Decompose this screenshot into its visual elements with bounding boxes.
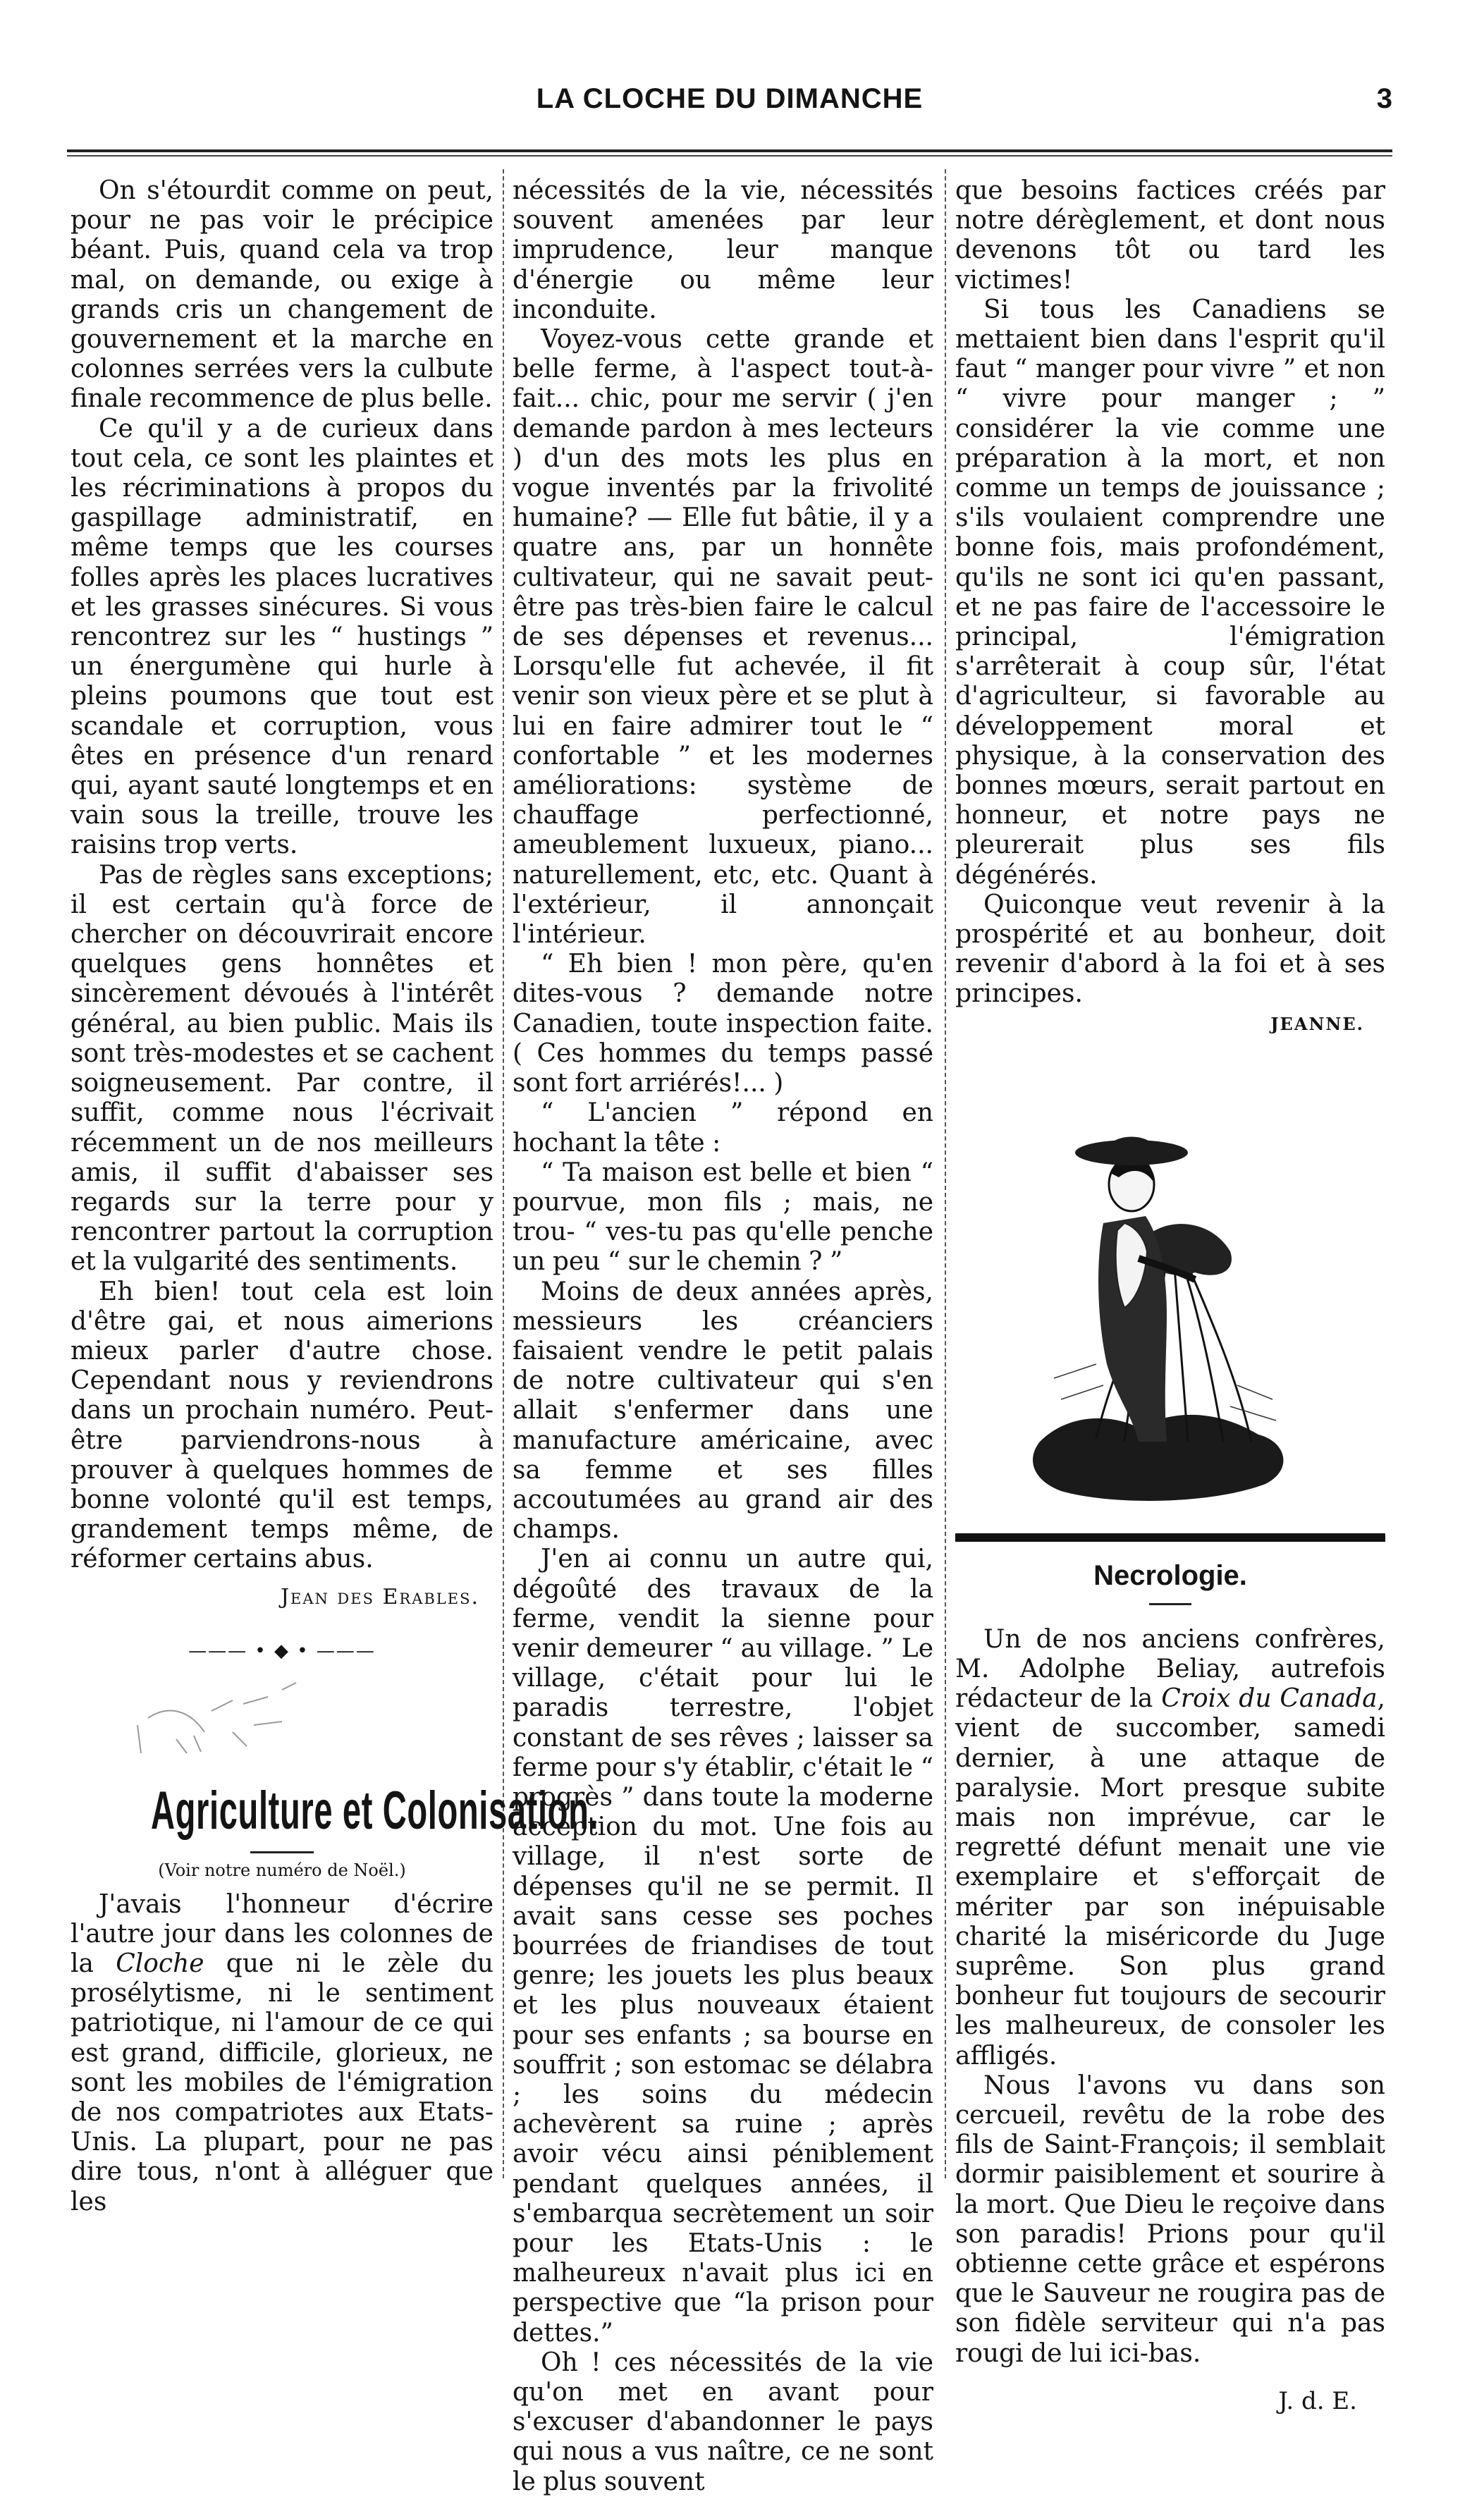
article-paragraph (70, 1890, 493, 2217)
article-paragraph: Nous l'avons vu dans son cercueil, revêtu de la robe des fils de Saint-François; il semblait dormir paisiblement et sourire à la mort. Que Dieu le reçoive dans son paradis! Prions pour qu'il obtienne cette grâce et espérons que le Sauveur ne rougira pas de son fidèle serviteur qui n'a pas rougi de lui ici-bas. (955, 2070, 1385, 2368)
section-ornament: ——— • ◆ • ——— (188, 1640, 376, 1662)
article-paragraph: Voyez-vous cette grande et belle ferme, à l'aspect tout-à-fait... chic, pour me servir ( j'en demande pardon à mes lecteurs ) d'un des mots les plus en vogue inventés par la frivolité humaine? — Elle fut bâtie, il y a quatre ans, par un honnête cultivateur, qui ne savait peut-être pas très-bien faire le calcul de ses dépenses et revenus... Lorsqu'elle fut achevée, il fit venir son vieux père et se plut à lui en faire admirer tout le “ confortable ” et les modernes améliorations: système de chauffage perfectionné, ameublement luxueux, piano... naturellement, etc, etc. Quant à l'extérieur, il annonçait l'intérieur. (513, 325, 933, 950)
header-rule (67, 149, 1392, 152)
article-title: Agriculture et Colonisation. (151, 1780, 599, 1841)
article-paragraph (955, 1625, 1385, 2071)
article-note: (Voir notre numéro de Noël.) (158, 1860, 406, 1880)
article-paragraph: Pas de règles sans exceptions; il est certain qu'à force de chercher on découvrirait encore quelques gens honnêtes et sincèrement dévoués à l'intérêt général, au bien public. Mais ils sont très-modestes et se cachent soigneusement. Par contre, il suffit, comme nous l'écrivait récemment un de nos meilleurs amis, il suffit d'abaisser ses regards sur la terre pour y rencontrer partout la corruption et la vulgarité des sentiments. (70, 860, 493, 1277)
title-rule (1149, 1603, 1191, 1605)
article-paragraph: Quiconque veut revenir à la prospérité et au bonheur, doit revenir d'abord à la foi et à ses principes. (955, 890, 1385, 1009)
article-paragraph: nécessités de la vie, nécessités souvent amenées par leur imprudence, leur manque d'énergie ou même leur inconduite. (513, 176, 933, 324)
article-paragraph: Oh ! ces nécessités de la vie qu'on met en avant pour s'excuser d'abandonner le pays qui nous a vus naître, ce ne sont le plus souvent (513, 2348, 933, 2496)
text-run: Un de nos anciens confrères, M. Adolphe Beliay, autrefois rédacteur de la (955, 1624, 1385, 1714)
article-paragraph: que besoins factices créés par notre dérèglement, et dont nous devenons tôt ou tard les victimes! (955, 176, 1385, 295)
faded-sketch (70, 1669, 493, 1774)
article-paragraph: Eh bien! tout cela est loin d'être gai, et nous aimerions mieux parler d'autre chose. Cependant nous y reviendrons dans un prochain numéro. Peut-être parviendrons-nous à prouver à quelques hommes de bonne volonté qu'il est temps, grandement temps même, de réformer certains abus. (70, 1277, 493, 1574)
column-left (70, 176, 599, 2217)
author-signature: J. d. E. (1278, 2386, 1357, 2415)
text-run: , vient de succomber, samedi dernier, à une attaque de paralysie. Mort presque subite mais non imprévue, car le regretté défunt menait une vie exemplaire et s'efforçait de mériter par son inépuisable charité la miséricorde du Juge suprême. Son plus grand bonheur fut toujours de secourir les malheureux, de consoler les affligés. (955, 1684, 1385, 2070)
header-rule-thin (67, 155, 1392, 157)
masthead: LA CLOCHE DU DIMANCHE (536, 83, 924, 114)
publication-name: Cloche (116, 1949, 204, 1978)
page-number: 3 (1376, 83, 1392, 114)
article-paragraph: J'en ai connu un autre qui, dégoûté des travaux de la ferme, vendit la sienne pour venir demeurer “ au village. ” Le village, c'était pour lui le paradis terrestre, l'objet constant de ses rêves ; laisser sa ferme pour s'y établir, c'était le “ progrès ” dans toute la moderne acception du mot. Une fois au village, il n'est sorte de dépenses qu'il ne se permit. Il avait sans cesse ses poches bourrées de friandises de tout genre; les jouets les plus beaux et les plus nouveaux étaient pour ses enfants ; sa bourse en souffrit ; son estomac se délabra ; les soins du médecin achevèrent sa ruine ; après avoir vécu ainsi péniblement pendant quelques années, il s'embarqua secrètement un soir pour les Etats-Unis : le malheureux n'avait plus ici en perspective que “la prison pour dettes.” (513, 1545, 933, 2348)
page-header (67, 83, 1392, 125)
column-divider (945, 169, 946, 2178)
title-rule (250, 1851, 314, 1853)
article-paragraph: Si tous les Canadiens se mettaient bien dans l'esprit qu'il faut “ manger pour vivre ” et non “ vivre pour manger ; ” considérer la vie comme une préparation à la mort, et non comme un temps de jouissance ; s'ils voulaient comprendre une bonne fois, mais profondément, qu'ils ne sont ici qu'en passant, et ne pas faire de l'accessoire le principal, l'émigration s'arrêterait à coup sûr, l'état d'agriculteur, si favorable au développement moral et physique, à la conservation des bonnes mœurs, serait partout en honneur, et notre pays ne pleurerait plus ses fils dégénérés. (955, 295, 1385, 890)
article-paragraph: On s'étourdit comme on peut, pour ne pas voir le précipice béant. Puis, quand cela va trop mal, on demande, ou exige à grands cris un changement de gouvernement et la marche en colonnes serrées vers la culbute finale recommence de plus belle. (70, 176, 493, 414)
author-signature: JEANNE. (1270, 1013, 1364, 1034)
article-paragraph: Moins de deux années après, messieurs les créanciers faisaient vendre le petit palais de notre cultivateur qui s'en allait s'enfermer dans une manufacture américaine, avec sa femme et ses filles accoutumées au grand air des champs. (513, 1277, 933, 1545)
text-run: que ni le zèle du prosélytisme, ni le sentiment patriotique, ni l'amour de ce qui est grand, difficile, glorieux, ne sont les mobiles de l'émigration de nos compatriotes aux Etats-Unis. La plupart, pour ne pas dire tous, n'ont à alléguer que les (70, 1949, 493, 2216)
article-paragraph: “ Ta maison est belle et bien “ pourvue, mon fils ; mais, ne trou- “ ves-tu pas qu'elle penche un peu “ sur le chemin ? ” (513, 1158, 933, 1277)
column-divider (503, 169, 504, 2178)
article-paragraph: “ L'ancien ” répond en hochant la tête : (513, 1098, 933, 1158)
column-right (955, 176, 1385, 2415)
section-title: Necrologie. (1093, 1559, 1247, 1591)
text-run: J'avais l'honneur d'écrire l'autre jour dans les colonnes de la (70, 1889, 493, 1978)
article-paragraph: “ Eh bien ! mon père, qu'en dites-vous ? demande notre Canadien, toute inspection faite. ( Ces hommes du temps passé sont fort arriérés!... ) (513, 950, 933, 1098)
column-middle (513, 176, 933, 2497)
article-paragraph: Ce qu'il y a de curieux dans tout cela, ce sont les plaintes et les récriminations à propos du gaspillage administratif, en même temps que les courses folles après les places lucratives et les grasses sinécures. Si vous rencontrez sur les “ hustings ” un énergumène qui hurle à pleins poumons que tout est scandale et corruption, vous êtes en présence d'un renard qui, ayant sauté longtemps et en vain sous la treille, trouve les raisins trop verts. (70, 414, 493, 860)
author-signature: Jean des Erables. (280, 1584, 479, 1609)
section-bar (955, 1533, 1385, 1542)
publication-name: Croix du Canada (1161, 1684, 1378, 1714)
engraving-illustration (955, 1047, 1378, 1512)
